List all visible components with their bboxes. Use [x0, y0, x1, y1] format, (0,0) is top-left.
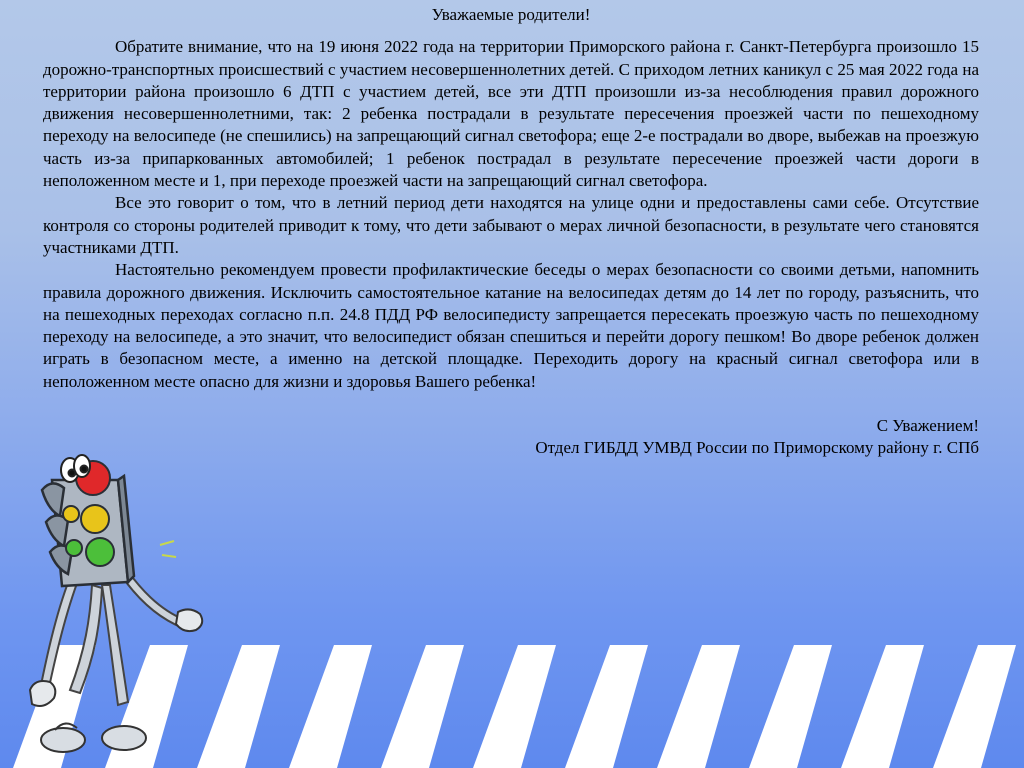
letter-signature: Отдел ГИБДД УМВД России по Приморскому району г. СПб: [535, 438, 979, 458]
green-light-icon: [86, 538, 114, 566]
letter-paragraph-3: Настоятельно рекомендуем провести профилактические беседы о мерах безопасности со своими детьми, напомнить правила дорожного движения. Исключить самостоятельное катание на велосипедах детям до 14 лет по городу, разъяснить, что на пешеходных переходах согласно п.п. 24.8 ПДД РФ велосипедисту запрещается пересекать проезжую часть по пешеходному переходу на велосипеде, а это значит, что велосипедист обязан спешиться и перейти дорогу пешком! Во дворе ребенок должен играть в безопасном месте, а именно на детской площадке. Переходить дорогу на красный сигнал светофора или в неположенном месте опасно для жизни и здоровья Вашего ребенка!: [43, 260, 979, 391]
motion-lines: [160, 541, 176, 557]
letter-greeting: Уважаемые родители!: [431, 5, 591, 24]
yellow-light-icon: [81, 505, 109, 533]
side-yellow-light-icon: [63, 506, 79, 522]
letter-closing: С Уважением!: [876, 416, 979, 436]
mascot-shoes: [41, 723, 146, 752]
letter-paragraph-1: Обратите внимание, что на 19 июня 2022 года на территории Приморского района г. Санкт-Петербурга произошло 15 дорожно-транспортных происшествий с участием несовершеннолетних детей. С приходом летних каникул с 25 мая 2022 года на территории района произошло 6 ДТП с участием детей, все эти ДТП произошли из-за несоблюдения правил дорожного движения несовершеннолетними, так: 2 ребенка пострадали в результате пересечения проезжей части по пешеходному переходу на велосипеде (не спешились) на запрещающий сигнал светофора; еще 2-е пострадали во дворе, выбежав на проезжую часть из-за припаркованных автомобилей; 1 ребенок пострадал в результате пересечение проезжей части дороги в неположенном месте и 1, при переходе проезжей части на запрещающий сигнал светофора.: [43, 37, 979, 191]
mascot-legs: [70, 585, 128, 705]
letter-paragraph-2: Все это говорит о том, что в летний период дети находятся на улице одни и предоставлены сами себе. Отсутствие контроля со стороны родителей приводит к тому, что дети забывают о мерах личной безопасности, в результате чего становятся участниками ДТП.: [43, 193, 979, 257]
side-green-light-icon: [66, 540, 82, 556]
